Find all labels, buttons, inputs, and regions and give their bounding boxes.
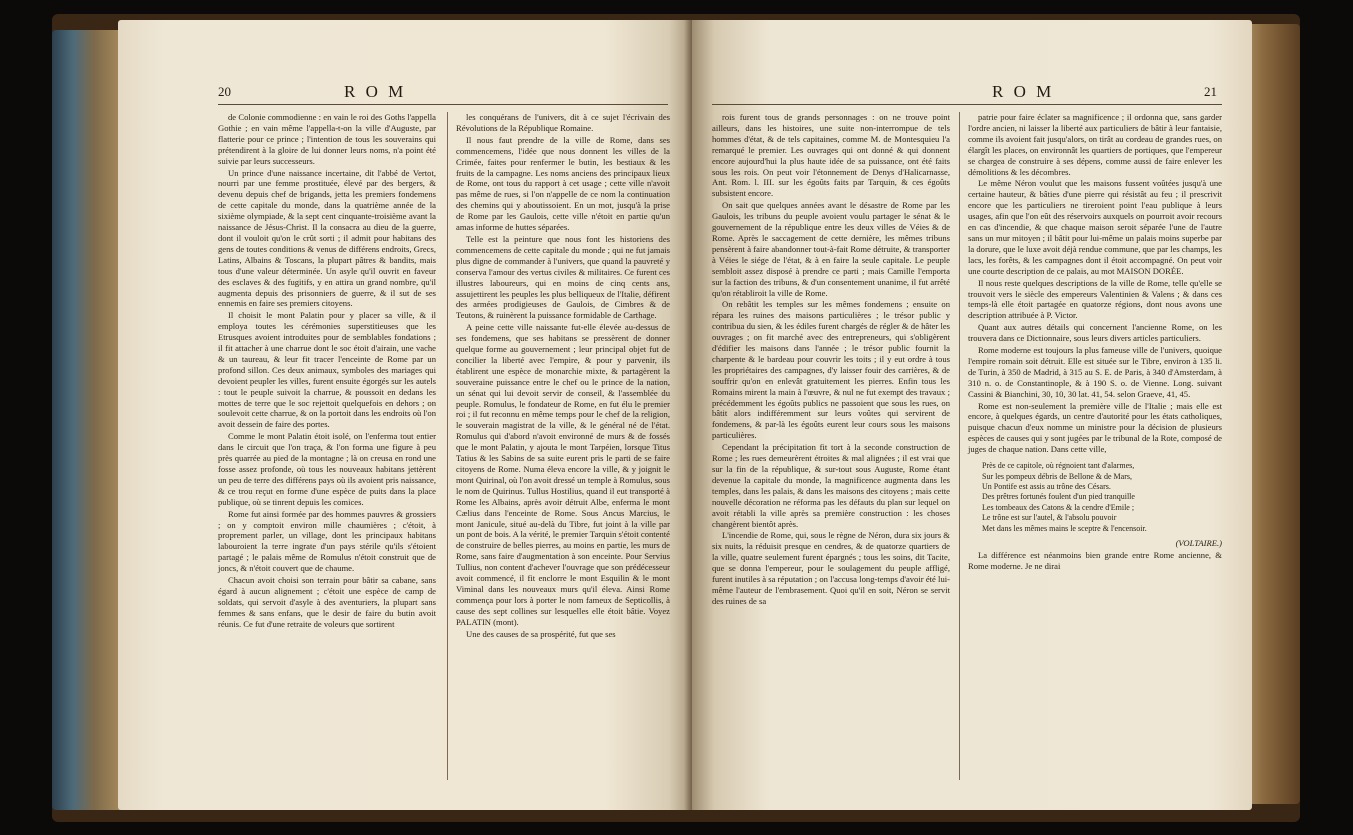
left-running-head: R O M [344, 82, 407, 101]
paragraph: patrie pour faire éclater sa magnificence ; il ordonna que, sans garder l'ordre ancien, ni laisser la liberté aux particuliers de bâtir à leur fantaisie, comme ils avoient fait jusqu'alors, on tirât au cordeau de grandes rues, on élargît les places, on environnât les quartiers de portiques, que l'empereur se chargea de construire à ses dépens, comme aussi de faire enlever les démolitions & les décombres. [968, 112, 1222, 177]
book-binding-left [52, 30, 122, 810]
verse-line: Des prêtres fortunés foulent d'un pied tranquille [982, 492, 1135, 502]
paragraph: rois furent tous de grands personnages : on ne trouve point ailleurs, dans les histoires, une suite non-interrompue de tels hommes d'état, & de tels capitaines, comme M. de Montesquieu l'a remarqué le premier. Les ouvrages qui ont donné & qui donnent encore aujourd'hui la plus haute idée de sa puissance, ont été faits sous les rois. On peut voir l'étonnement de Denys d'Halicarnasse, Ant. Rom. l. III. sur les égoûts faits par Tarquin, & ces égoûts subsistent encore. [712, 112, 950, 199]
paragraph: Un prince d'une naissance incertaine, dit l'abbé de Vertot, nourri par une femme prostituée, élevé par des bergers, & devenu depuis chef de brigands, jetta les premiers fondemens de cette capitale du monde, dans la quatrième année de la sixième olympiade, & la sept cent cinquante-troisième avant la naissance de Jésus-Christ. Il la consacra au dieu de la guerre, dont il vouloit qu'on le crût sorti ; il admit pour habitans des gens de toutes conditions & venus de différens endroits, Grecs, Latins, Albains & Toscans, la plupart pâtres & bandits, mais tous d'une valeur déterminée. Un asyle qu'il ouvrit en faveur des esclaves & des fugitifs, y en attira un grand nombre, qu'il augmenta depuis des prisonniers de guerre, & il sut de ses ennemis en faire ses premiers citoyens. [218, 167, 436, 309]
paragraph: les conquérans de l'univers, dit à ce sujet l'écrivain des Révolutions de la République Romaine. [456, 112, 670, 133]
left-page [118, 20, 692, 810]
left-head-rule [218, 104, 668, 105]
paragraph: Une des causes de sa prospérité, fut que ses [466, 628, 616, 639]
left-column-2 [456, 112, 670, 641]
paragraph: Telle est la peinture que nous font les historiens des commencemens de cette capitale du monde ; qui ne fut jamais plus digne de commander à l'univers, que quand la pauvreté y conserva l'amour des vertus civiles & militaires. Ce furent ces illustres laboureurs, qui en moins de cinq cents ans, assujettirent les peuples les plus belliqueux de l'Italie, défirent des armées prodigieuses de Gaulois, de Cimbres & de Teutons, & ruinèrent la puissance formidable de Carthage. [456, 233, 670, 321]
paragraph: Le même Néron voulut que les maisons fussent voûtées jusqu'à une certaine hauteur, & bâties d'une pierre qui résistât au feu ; il prescrivit encore que les particuliers ne tireroient point l'eau publique à leurs usages, afin que l'on eût des réservoirs auxquels on pourroit avoir recours en cas d'incendie, & que chaque maison seroit séparée l'une de l'autre sans un mur mitoyen ; il bâtit pour lui-même un palais moins superbe par la dorure, que le luxe avoit déjà rendue commune, que par les champs, les lacs, les forêts, & les campagnes dont il étoit accompagné. On peut voir une courte description de ce palais, au mot MAISON DORÉE. [968, 178, 1222, 276]
paragraph: Rome fut ainsi formée par des hommes pauvres & grossiers ; on y comptoit environ mille chaumières ; c'étoit, à proprement parler, un village, dont les principaux habitans labouroient la terre ingrate d'un pays stérile qu'ils s'étoient partagé ; le palais même de Romulus n'étoit construit que de joncs, & n'étoit couvert que de chaume. [218, 508, 436, 574]
paragraph: Cependant la précipitation fit tort à la seconde construction de Rome ; les rues demeurèrent étroites & mal alignées ; il est vrai que sur la fin de la république, & sur-tout sous Auguste, Rome étant devenue la capitale du monde, la magnificence augmenta dans les temples, dans les palais, & dans les maisons des citoyens ; mais cette nouvelle décoration ne réforma pas les défauts du plan sur lequel on avoit rétabli la ville après sa première construction : les choses changèrent bientôt après. [712, 442, 950, 529]
left-column-divider [447, 112, 448, 780]
paragraph: Rome moderne est toujours la plus fameuse ville de l'univers, quoique l'empire romain soit détruit. Elle est située sur le Tibre, environ à 135 li. de Turin, à 350 de Madrid, à 315 au S. E. de Paris, à 340 d'Amsterdam, à 310 n. o. de Constantinople, & à 190 S. o. de Vienne. Long. suivant Cassini & Bianchini, 30, 10, 30 lat. 41, 54. selon Graeve, 41, 45. [968, 345, 1222, 399]
right-column-1 [712, 112, 950, 608]
paragraph: Il choisit le mont Palatin pour y placer sa ville, & il employa toutes les cérémonies superstitieuses que les Etrusques avoient introduites pour de semblables fondations ; il fit attacher à une charrue dont le soc étoit d'airain, une vache & un taureau, & leur fit tracer l'enceinte de Rome par un profond sillon. Ces deux animaux, symboles des mariages qui devoient peupler les villes, furent ensuite égorgés sur les autels : tout le peuple suivoit la charrue, & poussoit en dedans les mottes de terre que le soc rejettoit quelquefois en dehors ; on soulevoit cette charrue, & on la portoit dans les endroits où l'on avoit dessein de faire des portes. [218, 310, 436, 430]
paragraph: On sait que quelques années avant le désastre de Rome par les Gaulois, les tribuns du peuple avoient voulu partager le sénat & le gouvernement de la république entre les deux villes de Véies & de Rome. Après le saccagement de cette dernière, les mêmes tribuns pensèrent à faire abandonner tout-à-fait Rome détruite, & transporter à Véies le siége de l'état, & à en faire la seule capitale. Le peuple sembloit assez disposé à prendre ce parti ; mais Camille l'emporta sur la faction des tribuns, & d'un consentement unanime, il fut arrêté qu'on rétabliroit la ville de Rome. [712, 200, 950, 298]
left-column-1 [218, 112, 436, 631]
paragraph: Il nous reste quelques descriptions de la ville de Rome, telle qu'elle se trouvoit vers le siècle des empereurs Valentinien & Valens ; & dans ces temps-là elle étoit partagée en quatorze régions, dont nous avons une description attribuée à P. Victor. [968, 277, 1222, 321]
paragraph: L'incendie de Rome, qui, sous le règne de Néron, dura six jours & six nuits, la réduisit presque en cendres, & de quatorze quartiers de la ville, quatre seulement furent épargnés ; tous les soins, dit Tacite, que se donna l'empereur, pour le soulagement du peuple affligé, furent inutiles à sa réputation ; on l'accusa long-temps d'avoir été lui-même l'auteur de l'embrasement. Quoi qu'il en soit, Néron se servit des ruines de sa [712, 530, 950, 606]
left-page-number: 20 [218, 84, 231, 99]
verse-quotation [982, 461, 1222, 534]
paragraph: La différence est néanmoins bien grande entre Rome ancienne, & Rome moderne. Je ne dirai [968, 549, 1222, 571]
verse-line: Met dans les mêmes mains le sceptre & l'encensoir. [982, 523, 1147, 533]
paragraph: On rebâtit les temples sur les mêmes fondemens ; ensuite on répara les ruines des maisons particulières ; le trésor public y contribua du sien, & les édiles furent chargés de régler & de hâter les ouvrages ; on fit marché avec des entrepreneurs, qui s'obligèrent d'édifier les maisons dans l'année ; le trésor public fournit la charpente & le bardeau pour couvrir les toits ; il y eut ordre à tous les propriétaires des campagnes, d'y laisser fouir des carrières, & de souffrir qu'on en enlevât gratuitement les pierres. Enfin tous les Romains mirent la main à l'œuvre, & nul ne fut exempt des travaux ; précédemment les égoûts publics ne passoient que sous les rues, on bâtit alors indifféremment sur leurs voûtes qui servirent de fondemens, & par-là les égoûts eurent leur cours sous les maisons particulières. [712, 299, 950, 441]
verse-line: Le trône est sur l'autel, & l'absolu pouvoir [982, 513, 1117, 523]
paragraph: Chacun avoit choisi son terrain pour bâtir sa cabane, sans égard à aucun alignement ; c'étoit une espèce de camp de soldats, qui servoit d'asyle à des aventuriers, la plupart sans femmes & sans enfans, que le desir de faire du butin avoit réunis. Ce fut d'une retraite de voleurs que sortirent [218, 575, 436, 629]
verse-line: Les tombeaux des Catons & la cendre d'Emile ; [982, 502, 1135, 512]
paragraph: A peine cette ville naissante fut-elle élevée au-dessus de ses fondemens, que ses habitans se pressèrent de donner quelque forme au gouvernement ; leur principal objet fut de concilier la liberté avec l'empire, & pour y parvenir, ils établirent une espèce de monarchie mixte, & partagèrent la souveraine puissance entre le chef ou le prince de la nation, un sénat qui lui devoit servir de conseil, & l'assemblée du peuple. Romulus, le fondateur de Rome, en fut élu le premier roi ; il fut reconnu en même temps pour le chef de la religion, le souverain magistrat de la ville, & le général né de l'état. Romulus qui d'abord n'avoit environné de murs & de fossés que le mont Palatin, y ajouta le mont Tarpéien, lorsque Titus Tatius & les Sabins de sa suite eurent pris le parti de se faire citoyens de Rome. Numa éleva encore la ville, & y joignit le mont Quirinal, où l'on avoit dressé un temple à Romulus, sous le nom de Quirinus. Tullus Hostilius, quand il eut transporté à Rome les Albains, après avoir détruit Albe, enferma le mont Cælius dans l'enceinte de Rome. Sous Ancus Marcius, le mont Janicule, situé au-delà du Tibre, fut joint à la ville par un pont de bois. A la vérité, le premier Tarquin s'étoit contenté de construire de belles pierres, au moins en partie, les murs de Rome, sans faire d'augmentation à son enceinte. Pour Servius Tullius, non content d'achever l'ouvrage que son prédécesseur avoit commencé, il fit enclorre le mont Esquilin & le mont Viminal dans les nouveaux murs qu'il éleva. Ainsi Rome commença pour lors à porter le nom fameux de Septicollis, à cause des sept collines sur lesquelles elle étoit bâtie. Voyez PALATIN (mont). [456, 322, 670, 627]
paragraph: Comme le mont Palatin étoit isolé, on l'enferma tout entier dans le circuit que l'on traça, & l'on forma une figure à peu près quarrée au pied de la montagne ; là on creusa en rond une fosse assez profonde, où tous les nouveaux habitans jettèrent un peu de terre des différens pays où ils avoient pris naissance, & ce trou reçut en forme d'une espèce de puits dans la place publique, où se tinrent depuis les comices. [218, 431, 436, 507]
verse-line: Sur les pompeux débris de Bellone & de Mars, [982, 471, 1132, 481]
paragraph: de Colonie commodienne : en vain le roi des Goths l'appella Gothie ; en vain même l'appella-t-on la ville d'Auguste, par flatterie pour ce prince ; l'intention de tous les souverains qui prétendirent à la gloire de lui donner leurs noms, n'a point été suivie par leurs successeurs. [218, 112, 436, 166]
verse-line: Près de ce capitole, où régnoient tant d'alarmes, [982, 461, 1135, 471]
verse-attribution: (VOLTAIRE.) [1175, 537, 1222, 548]
right-page [692, 20, 1252, 810]
paragraph: Quant aux autres détails qui concernent l'ancienne Rome, on les trouvera dans ce Dictionnaire, sous leurs divers articles particuliers. [968, 322, 1222, 344]
right-running-head: R O M [992, 82, 1055, 101]
paragraph: Il nous faut prendre de la ville de Rome, dans ses commencemens, l'idée que nous donnent les villes de la Crimée, faites pour renfermer le butin, les bestiaux & les fruits de la campagne. Les noms anciens des principaux lieux de Rome, ont tous du rapport à cet usage ; cette ville n'avoit pas même de rues, si l'on n'appelle de ce nom la continuation des chemins qui y aboutissoient. En un mot, jusqu'à la prise de Rome par les Gaulois, cette ville n'étoit en partie qu'un amas informe de huttes séparées. [456, 134, 670, 233]
right-column-divider [959, 112, 960, 780]
verse-line: Un Pontife est assis au trône des Césars. [982, 481, 1111, 491]
right-head-rule [712, 104, 1222, 105]
paragraph: Rome est non-seulement la première ville de l'Italie ; mais elle est encore, à quelques égards, un centre d'autorité pour les états catholiques, puisque chacun d'eux nomme un ministre pour la décision de plusieurs espèces de causes qui y sont jugées par le tribunal de la Rote, composé de juges de chaque nation. Dans cette ville, [968, 400, 1222, 455]
right-column-2 [968, 112, 1222, 573]
right-page-number: 21 [1204, 84, 1217, 99]
